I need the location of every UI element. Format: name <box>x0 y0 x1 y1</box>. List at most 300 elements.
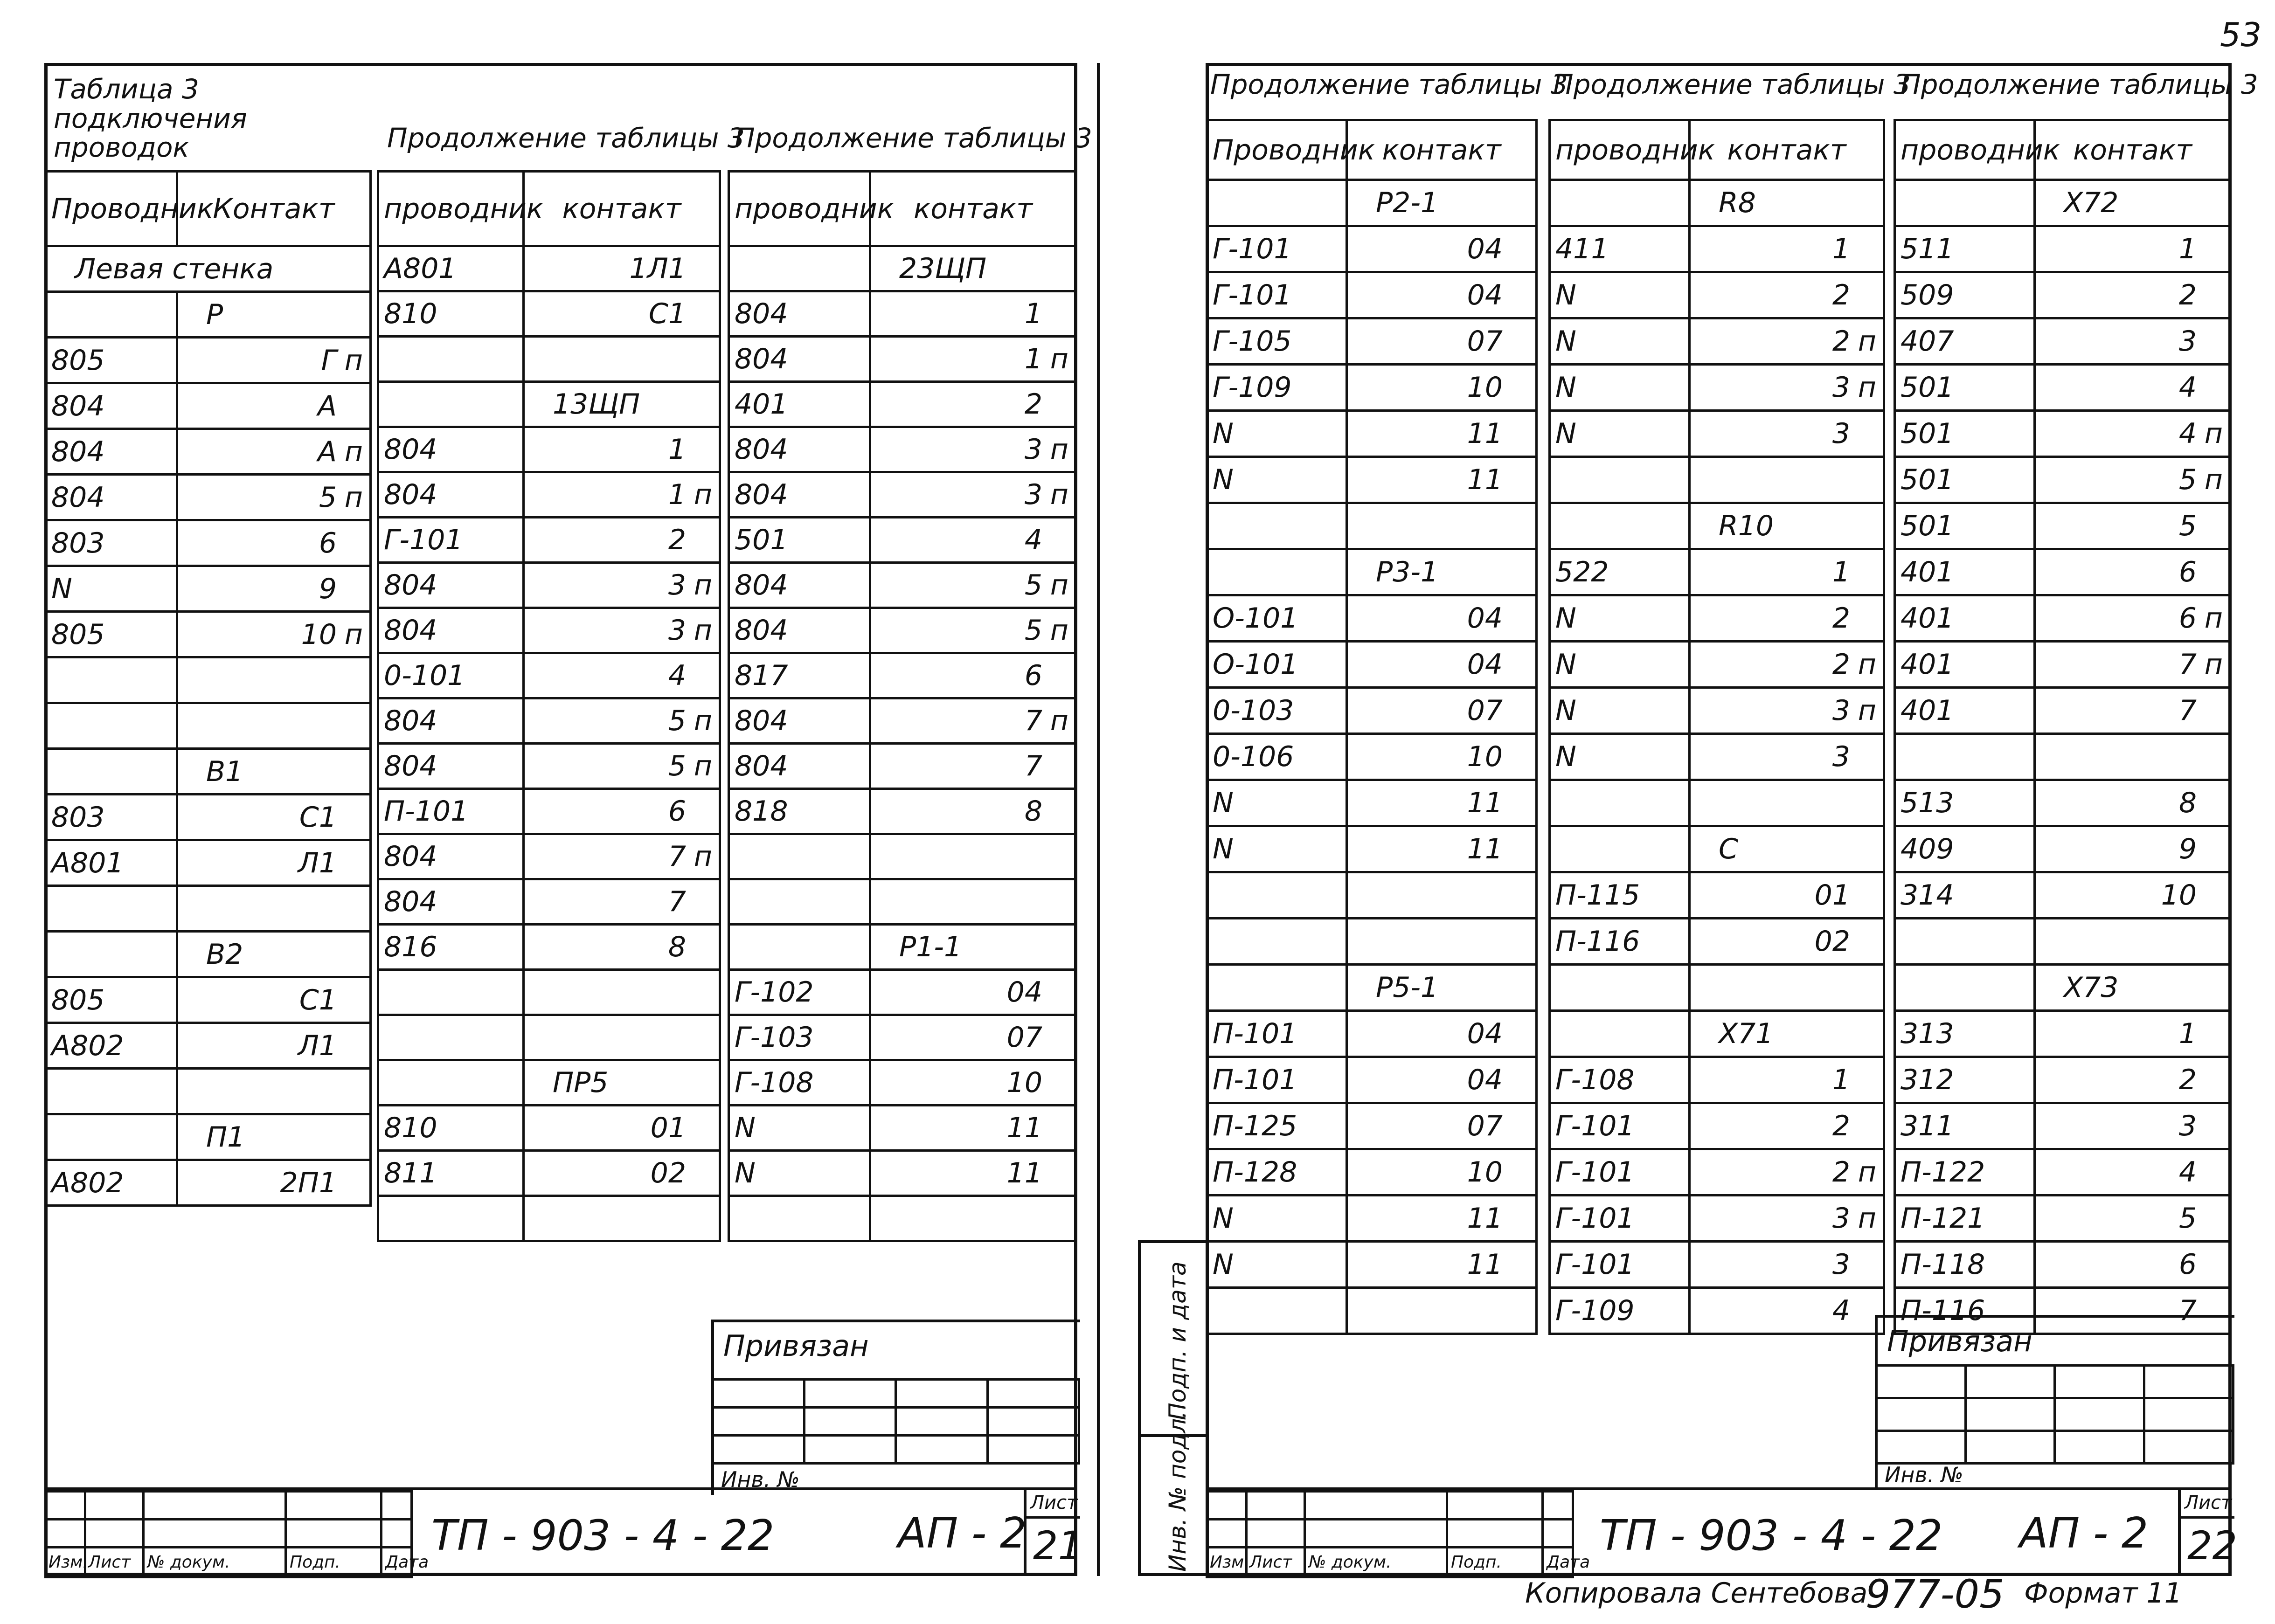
privyazan-grid-right <box>1875 1364 2234 1465</box>
right-doc-code: ТП - 903 - 4 - 22 <box>1600 1511 1943 1560</box>
table-row <box>1550 272 1884 318</box>
cell-conductor: N <box>1207 826 1347 872</box>
stamp-list: Лист <box>85 1548 144 1577</box>
table-row <box>1895 872 2231 919</box>
cell-conductor: 804 <box>378 563 524 608</box>
cell-conductor: А802 <box>46 1160 177 1206</box>
cell-conductor: 804 <box>46 383 177 429</box>
cell-contact <box>1690 549 1884 595</box>
cell-contact <box>870 427 1076 472</box>
footer-order-no: 977-05 <box>1866 1571 2004 1617</box>
cell-contact <box>870 337 1076 382</box>
cell-conductor: Г-101 <box>1550 1103 1690 1149</box>
table-row <box>1207 780 1537 826</box>
cell-contact <box>1347 411 1537 457</box>
privyazan-grid <box>711 1378 1080 1465</box>
group-label: Р5-1 <box>1347 965 1537 1011</box>
cell-conductor: N <box>1550 642 1690 688</box>
contact-value: 3 <box>1024 433 1042 466</box>
cell-contact <box>2035 318 2231 365</box>
contact-value: С1 <box>299 801 337 834</box>
contact-value: 2 <box>2178 1064 2197 1096</box>
contact-mark: п <box>2204 648 2223 681</box>
contact-value: 07 <box>1467 325 1503 358</box>
contact-value: 1 <box>1024 297 1042 330</box>
cell-conductor: Г-109 <box>1550 1288 1690 1334</box>
contact-value: 04 <box>1467 602 1503 635</box>
cell-contact <box>524 879 720 925</box>
cell-contact <box>524 337 720 382</box>
cell-contact <box>524 427 720 472</box>
cell-contact <box>870 1106 1076 1151</box>
cell-contact <box>177 383 371 429</box>
table-row <box>729 698 1076 744</box>
table-row <box>1550 318 1884 365</box>
cell-contact <box>177 703 371 749</box>
stamp-doc-no-right: № докум. <box>1305 1548 1447 1577</box>
cell-contact <box>1347 780 1537 826</box>
cell-contact <box>177 338 371 383</box>
contact-value: 11 <box>1006 1157 1042 1189</box>
contact-value: 1 <box>1832 1064 1850 1096</box>
table-row <box>1895 642 2231 688</box>
left-sheet-box <box>1024 1490 1083 1576</box>
table-row <box>1550 872 1884 919</box>
contact-value: 07 <box>1467 694 1503 727</box>
page-number: 53 <box>2220 16 2262 54</box>
contact-value: 10 <box>301 618 337 651</box>
cell-contact <box>1347 226 1537 272</box>
contact-value: 3 <box>1832 1248 1850 1281</box>
cell-contact <box>1690 272 1884 318</box>
contact-value: 2 <box>1832 602 1850 635</box>
cell-contact <box>1347 1196 1537 1242</box>
contact-value: 04 <box>1467 279 1503 311</box>
cell-contact <box>1347 1288 1537 1334</box>
cell-conductor: 804 <box>378 427 524 472</box>
table-row <box>378 472 720 518</box>
contact-value: 3 <box>2178 325 2197 358</box>
left-sheet-code: АП - 2 <box>898 1509 1027 1558</box>
contact-value: С1 <box>648 297 686 330</box>
table-row <box>729 427 1076 472</box>
right-continuation-2: Продолжение таблицы 3 <box>1553 69 1911 100</box>
side-label-podp: Подп. и дата <box>1164 1261 1191 1420</box>
table-row <box>729 834 1076 879</box>
cell-contact <box>177 977 371 1023</box>
cell-conductor: 409 <box>1895 826 2035 872</box>
table-row <box>729 970 1076 1015</box>
cell-conductor <box>1550 180 1690 226</box>
contact-value: 7 <box>2178 1294 2197 1327</box>
cell-conductor: О-101 <box>1207 642 1347 688</box>
table-row <box>729 1015 1076 1060</box>
right-sheet-code: АП - 2 <box>2019 1509 2149 1558</box>
table-row <box>729 879 1076 925</box>
contact-value: 5 <box>2178 510 2197 542</box>
cell-conductor: N <box>729 1151 870 1196</box>
table-row <box>1895 1196 2231 1242</box>
cell-conductor: 501 <box>1895 457 2035 503</box>
contact-mark: п <box>344 481 363 514</box>
cell-conductor <box>1550 1011 1690 1057</box>
table-row <box>1207 1011 1537 1057</box>
cell-conductor: 501 <box>1895 365 2035 411</box>
cell-contact <box>2035 1103 2231 1149</box>
table-row <box>1550 642 1884 688</box>
cell-contact <box>524 1196 720 1241</box>
contact-value: 01 <box>650 1112 686 1144</box>
cell-conductor: Г-101 <box>1207 272 1347 318</box>
footer-format: Формат 11 <box>2024 1577 2182 1610</box>
cell-contact <box>2035 503 2231 549</box>
cell-conductor: П-125 <box>1207 1103 1347 1149</box>
group-label: 13ЩП <box>524 382 720 427</box>
table-row <box>1207 965 1537 1011</box>
cell-conductor: П-118 <box>1895 1242 2035 1288</box>
cell-contact <box>524 1106 720 1151</box>
contact-value: 1Л1 <box>629 252 686 285</box>
table-row <box>1550 1288 1884 1334</box>
cell-conductor: 804 <box>378 472 524 518</box>
cell-conductor: П-122 <box>1895 1149 2035 1196</box>
contact-mark: п <box>344 344 363 377</box>
table-row <box>378 608 720 653</box>
cell-conductor <box>1207 872 1347 919</box>
table-row <box>1895 318 2231 365</box>
cell-conductor: Г-105 <box>1207 318 1347 365</box>
table-row <box>1207 318 1537 365</box>
cell-contact <box>1347 457 1537 503</box>
table-row <box>1550 1103 1884 1149</box>
header-conductor: Проводник <box>46 172 177 246</box>
table-row <box>729 1106 1076 1151</box>
cell-conductor: 805 <box>46 977 177 1023</box>
contact-value: 6 <box>2178 1248 2197 1281</box>
cell-conductor <box>378 1015 524 1060</box>
contact-value: 10 <box>2161 879 2197 912</box>
contact-value: 4 <box>1024 524 1042 556</box>
inv-no-label: Инв. № <box>721 1467 800 1492</box>
contact-mark: п <box>694 614 712 647</box>
contact-mark: п <box>694 705 712 737</box>
table-header-row <box>1207 120 1537 180</box>
cell-contact <box>1347 688 1537 734</box>
header-contact: контакт <box>524 172 720 246</box>
cell-conductor: 804 <box>46 429 177 475</box>
contact-mark: п <box>694 569 712 601</box>
stamp-podp: Подп. <box>286 1548 381 1577</box>
contact-value: 1 <box>1024 343 1042 375</box>
table-row <box>729 472 1076 518</box>
cell-conductor: 401 <box>1895 688 2035 734</box>
cell-conductor: Г-101 <box>1550 1242 1690 1288</box>
cell-contact <box>2035 872 2231 919</box>
contact-mark: п <box>1858 325 1876 358</box>
cell-contact <box>177 657 371 703</box>
cell-contact <box>1690 318 1884 365</box>
contact-value: 1 <box>1832 233 1850 265</box>
cell-conductor: 804 <box>378 744 524 789</box>
contact-value: 2П1 <box>280 1166 337 1199</box>
cell-contact <box>524 246 720 291</box>
cell-conductor: 0-106 <box>1207 734 1347 780</box>
header-conductor: проводник <box>1895 120 2035 180</box>
left-continuation-1: Продолжение таблицы 3 <box>387 122 745 154</box>
group-label: ПР5 <box>524 1060 720 1106</box>
header-contact: контакт <box>1347 120 1537 180</box>
cell-conductor: 804 <box>729 337 870 382</box>
group-label: Р1-1 <box>870 925 1076 970</box>
contact-value: 02 <box>650 1157 686 1189</box>
footer-copied-by: Копировала Сентебова <box>1525 1577 1868 1610</box>
cell-conductor: 804 <box>729 744 870 789</box>
table-row <box>1550 734 1884 780</box>
cell-contact <box>177 429 371 475</box>
cell-conductor: N <box>1550 272 1690 318</box>
table-row <box>46 657 371 703</box>
header-conductor: проводник <box>1550 120 1690 180</box>
cell-conductor: 312 <box>1895 1057 2035 1103</box>
table-row <box>1207 1288 1537 1334</box>
contact-mark: п <box>1050 343 1068 375</box>
table-row <box>1895 180 2231 226</box>
table-row <box>1895 919 2231 965</box>
cell-contact <box>870 1151 1076 1196</box>
contact-value: А <box>317 435 337 468</box>
table-row <box>1895 411 2231 457</box>
table-row <box>1895 1149 2231 1196</box>
cell-contact <box>870 608 1076 653</box>
right-table-1 <box>1206 119 1538 1335</box>
table-row <box>1895 1103 2231 1149</box>
table-row <box>729 925 1076 970</box>
sheet-label-right: Лист <box>2185 1492 2232 1513</box>
cell-conductor: 511 <box>1895 226 2035 272</box>
cell-contact <box>870 970 1076 1015</box>
cell-conductor: N <box>1550 411 1690 457</box>
cell-conductor: Г-108 <box>1550 1057 1690 1103</box>
table-row <box>729 1151 1076 1196</box>
contact-mark: п <box>2204 417 2223 450</box>
table-row <box>1550 549 1884 595</box>
cell-conductor: 803 <box>46 520 177 566</box>
cell-contact <box>177 1023 371 1069</box>
contact-value: 6 <box>668 795 686 828</box>
left-table-1 <box>44 170 372 1207</box>
cell-conductor <box>1207 965 1347 1011</box>
table-row <box>378 834 720 879</box>
group-label: В1 <box>177 749 371 795</box>
cell-conductor: 804 <box>729 698 870 744</box>
cell-contact <box>524 1151 720 1196</box>
table-row <box>729 789 1076 834</box>
table-row <box>46 566 371 612</box>
contact-value: 04 <box>1467 648 1503 681</box>
contact-mark: п <box>344 435 363 468</box>
cell-contact <box>1690 780 1884 826</box>
table-row <box>46 840 371 886</box>
cell-conductor <box>1895 180 2035 226</box>
cell-conductor <box>1207 549 1347 595</box>
table-row <box>729 653 1076 698</box>
cell-contact <box>1347 1242 1537 1288</box>
cell-conductor: П-101 <box>1207 1011 1347 1057</box>
cell-contact <box>1347 1149 1537 1196</box>
contact-value: 02 <box>1814 925 1850 958</box>
cell-conductor: 804 <box>729 427 870 472</box>
cell-conductor: 411 <box>1550 226 1690 272</box>
table-row <box>1895 226 2231 272</box>
table-header-row <box>729 172 1076 246</box>
contact-value: 07 <box>1467 1110 1503 1142</box>
contact-value: С1 <box>299 983 337 1016</box>
contact-value: 1 <box>668 433 686 466</box>
cell-conductor: Г-101 <box>1207 226 1347 272</box>
table-row <box>1550 180 1884 226</box>
contact-value: 11 <box>1467 833 1503 865</box>
stamp-izm: Изм. <box>46 1548 85 1577</box>
contact-mark: п <box>1858 371 1876 404</box>
group-label: R8 <box>1690 180 1884 226</box>
cell-contact <box>1690 965 1884 1011</box>
contact-value: 10 <box>1467 740 1503 773</box>
contact-value: 6 <box>1024 659 1042 692</box>
table-row <box>46 1114 371 1160</box>
contact-mark: п <box>694 840 712 873</box>
table-row <box>1895 826 2231 872</box>
group-label: П1 <box>177 1114 371 1160</box>
cell-conductor: 513 <box>1895 780 2035 826</box>
stamp-list-right: Лист <box>1247 1548 1305 1577</box>
contact-mark: п <box>2204 463 2223 496</box>
table-row <box>1550 411 1884 457</box>
contact-value: 2 <box>2178 279 2197 311</box>
stamp-doc-no: № докум. <box>144 1548 286 1577</box>
cell-conductor <box>46 292 177 338</box>
cell-contact <box>524 563 720 608</box>
cell-conductor: 401 <box>1895 549 2035 595</box>
contact-value: 5 <box>1024 569 1042 601</box>
cell-contact <box>524 834 720 879</box>
cell-contact <box>1347 872 1537 919</box>
cell-contact <box>2035 734 2231 780</box>
table-row <box>378 1196 720 1241</box>
cell-contact <box>1347 642 1537 688</box>
table-row <box>729 608 1076 653</box>
stamp-data-right: Дата <box>1543 1548 1573 1577</box>
left-table-2 <box>377 170 721 1242</box>
table-row <box>1550 1011 1884 1057</box>
cell-conductor: 803 <box>46 795 177 840</box>
table-row <box>1207 826 1537 872</box>
contact-value: 3 <box>1832 1202 1850 1235</box>
cell-conductor: П-116 <box>1895 1288 2035 1334</box>
cell-contact <box>2035 1196 2231 1242</box>
contact-value: 3 <box>1832 740 1850 773</box>
cell-contact <box>2035 1011 2231 1057</box>
table-row <box>378 518 720 563</box>
table-row <box>1207 226 1537 272</box>
contact-value: 3 <box>2178 1110 2197 1142</box>
cell-conductor: 311 <box>1895 1103 2035 1149</box>
table-row <box>1550 1242 1884 1288</box>
contact-value: 3 <box>1024 478 1042 511</box>
table-row <box>1207 642 1537 688</box>
cell-contact <box>870 653 1076 698</box>
cell-conductor: П-115 <box>1550 872 1690 919</box>
cell-conductor: N <box>1207 457 1347 503</box>
cell-contact <box>1347 826 1537 872</box>
table-row <box>1895 780 2231 826</box>
cell-conductor <box>46 1114 177 1160</box>
cell-conductor: 401 <box>1895 642 2035 688</box>
cell-contact <box>870 291 1076 337</box>
cell-contact <box>2035 1057 2231 1103</box>
table-row <box>378 246 720 291</box>
cell-conductor: П-101 <box>1207 1057 1347 1103</box>
cell-conductor <box>1207 503 1347 549</box>
contact-value: 07 <box>1006 1021 1042 1054</box>
cell-contact <box>1347 734 1537 780</box>
cell-contact <box>177 1069 371 1114</box>
contact-value: 3 <box>1832 371 1850 404</box>
side-label-inv: Инв. № подл. <box>1164 1411 1191 1572</box>
contact-value: 11 <box>1006 1112 1042 1144</box>
cell-conductor: 0-103 <box>1207 688 1347 734</box>
cell-conductor <box>729 834 870 879</box>
table-row <box>46 795 371 840</box>
contact-value: 4 <box>2178 417 2197 450</box>
table-row <box>729 246 1076 291</box>
contact-mark: п <box>694 750 712 782</box>
cell-conductor: 501 <box>729 518 870 563</box>
cell-conductor: П-116 <box>1550 919 1690 965</box>
cell-contact <box>177 475 371 520</box>
cell-contact <box>1690 595 1884 642</box>
cell-conductor: N <box>1550 688 1690 734</box>
table-row <box>46 246 371 292</box>
table-row <box>46 932 371 977</box>
title-line-1: Таблица 3 <box>54 73 199 105</box>
contact-value: 1 <box>2178 1017 2197 1050</box>
cell-conductor: 314 <box>1895 872 2035 919</box>
right-table-2 <box>1548 119 1885 1335</box>
cell-contact <box>2035 549 2231 595</box>
cell-conductor <box>46 657 177 703</box>
table-row <box>46 338 371 383</box>
cell-contact <box>1690 1196 1884 1242</box>
right-sheet-box <box>2178 1490 2237 1576</box>
cell-contact <box>870 879 1076 925</box>
table-row <box>1207 1149 1537 1196</box>
contact-value: 7 <box>1024 750 1042 782</box>
header-conductor: Проводник <box>1207 120 1347 180</box>
table-row <box>1207 595 1537 642</box>
table-row <box>729 382 1076 427</box>
contact-mark: п <box>2204 602 2223 635</box>
contact-value: 04 <box>1006 976 1042 1009</box>
contact-mark: п <box>1050 614 1068 647</box>
table-row <box>46 977 371 1023</box>
cell-conductor <box>729 246 870 291</box>
table-row <box>1207 272 1537 318</box>
table-row <box>1550 226 1884 272</box>
table-row <box>46 429 371 475</box>
privyazan-label-right: Привязан <box>1887 1324 2032 1358</box>
cell-contact <box>524 789 720 834</box>
cell-conductor <box>1550 780 1690 826</box>
